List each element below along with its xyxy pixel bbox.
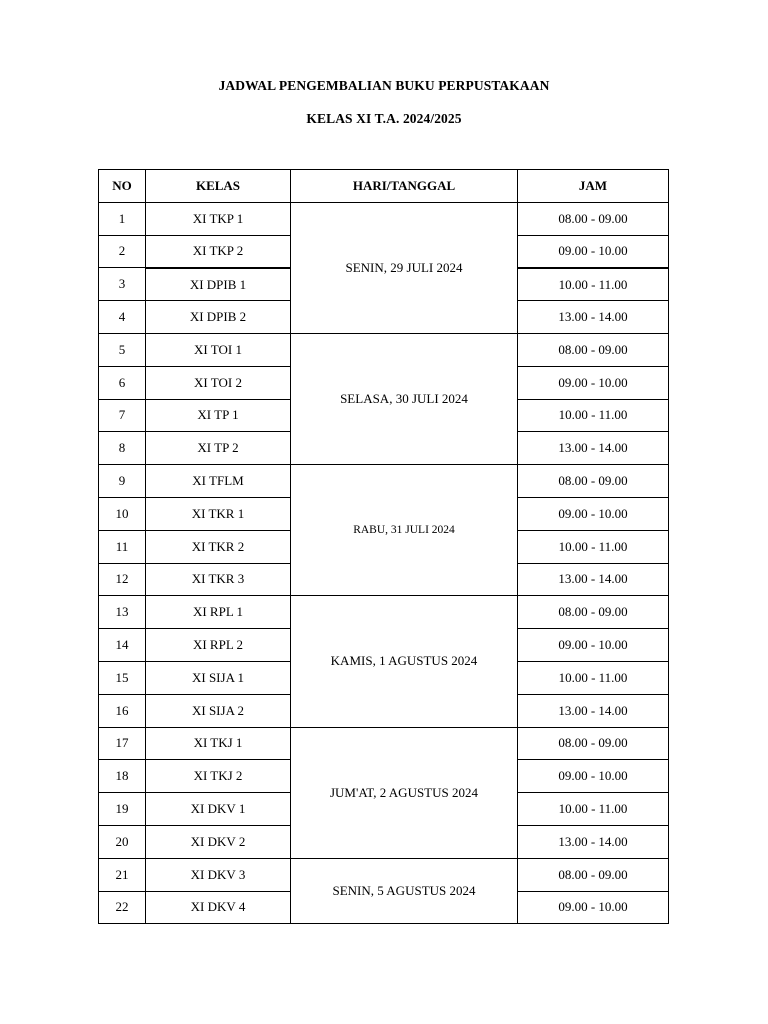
header-kelas: KELAS [146,170,291,203]
cell-no: 6 [99,366,146,399]
cell-jam: 09.00 - 10.00 [518,235,669,268]
cell-no: 15 [99,661,146,694]
cell-kelas: XI TKR 1 [146,497,291,530]
cell-kelas: XI TKR 2 [146,530,291,563]
table-row [99,202,669,235]
cell-jam: 08.00 - 09.00 [518,858,669,891]
table-row [99,333,669,366]
cell-kelas: XI TOI 1 [146,333,291,366]
cell-no: 3 [99,268,146,301]
cell-no: 14 [99,629,146,662]
cell-no: 7 [99,399,146,432]
cell-kelas: XI TP 1 [146,399,291,432]
document-title: JADWAL PENGEMBALIAN BUKU PERPUSTAKAAN [218,78,550,93]
cell-hari-tanggal: JUM'AT, 2 AGUSTUS 2024 [291,727,518,858]
cell-kelas: XI TP 2 [146,432,291,465]
cell-jam: 13.00 - 14.00 [518,694,669,727]
table-row [99,465,669,498]
cell-jam: 10.00 - 11.00 [518,661,669,694]
cell-no: 19 [99,793,146,826]
cell-jam: 09.00 - 10.00 [518,497,669,530]
header-hari-tanggal: HARI/TANGGAL [291,170,518,203]
cell-no: 10 [99,497,146,530]
cell-hari-tanggal: SENIN, 29 JULI 2024 [291,202,518,333]
cell-hari-tanggal: SENIN, 5 AGUSTUS 2024 [291,858,518,924]
cell-kelas: XI TKP 2 [146,235,291,268]
table-row [99,727,669,760]
cell-no: 11 [99,530,146,563]
cell-jam: 08.00 - 09.00 [518,596,669,629]
table-row [99,596,669,629]
cell-jam: 09.00 - 10.00 [518,891,669,924]
table-row [99,858,669,891]
cell-kelas: XI TOI 2 [146,366,291,399]
cell-jam: 10.00 - 11.00 [518,399,669,432]
cell-jam: 13.00 - 14.00 [518,825,669,858]
cell-kelas: XI DKV 1 [146,793,291,826]
cell-jam: 10.00 - 11.00 [518,530,669,563]
cell-hari-tanggal: SELASA, 30 JULI 2024 [291,333,518,464]
cell-no: 5 [99,333,146,366]
cell-kelas: XI RPL 1 [146,596,291,629]
cell-no: 20 [99,825,146,858]
cell-jam: 08.00 - 09.00 [518,727,669,760]
cell-hari-tanggal: KAMIS, 1 AGUSTUS 2024 [291,596,518,727]
cell-jam: 08.00 - 09.00 [518,465,669,498]
cell-hari-tanggal: RABU, 31 JULI 2024 [291,465,518,596]
cell-kelas: XI TKJ 1 [146,727,291,760]
cell-jam: 13.00 - 14.00 [518,301,669,334]
cell-jam: 10.00 - 11.00 [518,793,669,826]
cell-no: 16 [99,694,146,727]
cell-jam: 13.00 - 14.00 [518,563,669,596]
header-jam: JAM [518,170,669,203]
schedule-body [99,202,669,924]
cell-jam: 09.00 - 10.00 [518,629,669,662]
cell-kelas: XI TFLM [146,465,291,498]
cell-no: 4 [99,301,146,334]
cell-kelas: XI RPL 2 [146,629,291,662]
cell-kelas: XI SIJA 2 [146,694,291,727]
cell-kelas: XI DKV 2 [146,825,291,858]
cell-kelas: XI TKP 1 [146,202,291,235]
cell-no: 12 [99,563,146,596]
cell-kelas: XI DKV 3 [146,858,291,891]
cell-jam: 10.00 - 11.00 [518,268,669,301]
cell-no: 1 [99,202,146,235]
cell-kelas: XI DPIB 2 [146,301,291,334]
cell-no: 2 [99,235,146,268]
cell-jam: 08.00 - 09.00 [518,202,669,235]
cell-jam: 09.00 - 10.00 [518,760,669,793]
cell-no: 22 [99,891,146,924]
cell-kelas: XI TKJ 2 [146,760,291,793]
cell-kelas: XI SIJA 1 [146,661,291,694]
table-header-row [99,170,669,203]
cell-kelas: XI TKR 3 [146,563,291,596]
cell-no: 13 [99,596,146,629]
document-subtitle: KELAS XI T.A. 2024/2025 [306,111,462,126]
cell-no: 18 [99,760,146,793]
cell-jam: 13.00 - 14.00 [518,432,669,465]
cell-no: 9 [99,465,146,498]
header-no: NO [99,170,146,203]
cell-kelas: XI DPIB 1 [146,268,291,301]
cell-jam: 08.00 - 09.00 [518,333,669,366]
cell-no: 17 [99,727,146,760]
cell-jam: 09.00 - 10.00 [518,366,669,399]
schedule-table [98,169,669,924]
cell-no: 21 [99,858,146,891]
cell-kelas: XI DKV 4 [146,891,291,924]
cell-no: 8 [99,432,146,465]
